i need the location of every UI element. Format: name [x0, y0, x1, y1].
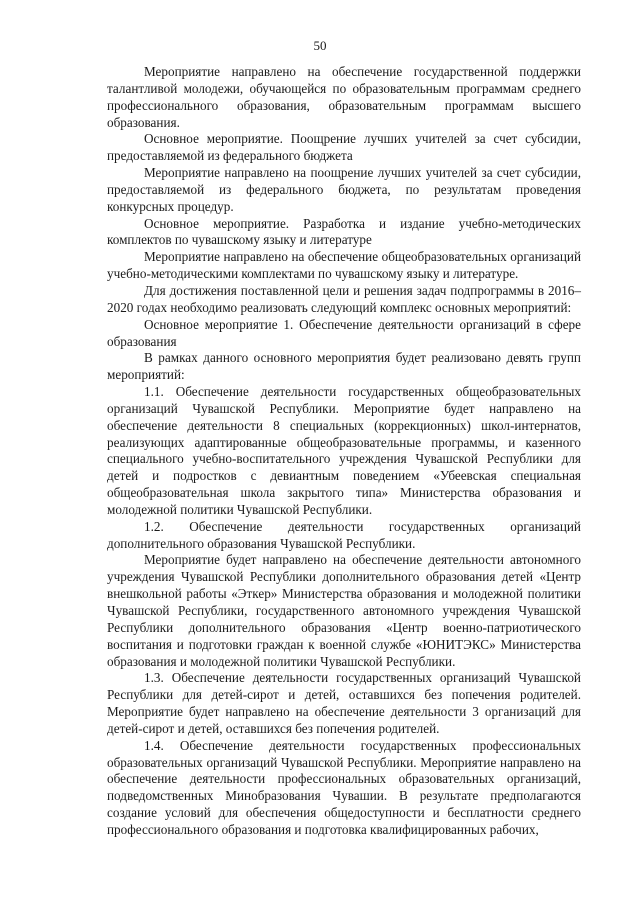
- paragraph: В рамках данного основного мероприятия будет реализовано девять групп мероприятий:: [107, 350, 581, 383]
- paragraph: Основное мероприятие 1. Обеспечение деятельности организаций в сфере образования: [107, 316, 581, 349]
- document-body: [107, 64, 581, 839]
- paragraph: 1.4. Обеспечение деятельности государственных профессиональных образовательных организаций Чувашской Республики. Мероприятие направлено на обеспечение деятельности профессиональных образовательных организаций, подведомственных Минобразования Чувашии. В результате предполагаются создание условий для обеспечения общедоступности и бесплатности среднего профессионального образования и подготовка квалифицированных рабочих,: [107, 737, 581, 837]
- paragraph: Мероприятие будет направлено на обеспечение деятельности автономного учреждения Чувашской Республики дополнительного образования детей «Центр внешкольной работы «Эткер» Министерства образования и молодежной политики Чувашской Республики, государственного автономного учреждения Чувашской Республики дополнительного образования «Центр военно-патриотического воспитания и подготовки граждан к военной службе «ЮНИТЭКС» Министерства образования и молодежной политики Чувашской Республики.: [107, 552, 581, 669]
- paragraph: Для достижения поставленной цели и решения задач подпрограммы в 2016–2020 годах необходимо реализовать следующий комплекс основных мероприятий:: [107, 282, 581, 315]
- paragraph: 1.2. Обеспечение деятельности государственных организаций дополнительного образования Чувашской Республики.: [107, 518, 581, 551]
- paragraph: Мероприятие направлено на поощрение лучших учителей за счет субсидии, предоставляемой из федерального бюджета, по результатам проведения конкурсных процедур.: [107, 165, 581, 214]
- paragraph: Мероприятие направлено на обеспечение общеобразовательных организаций учебно-методическими комплектами по чувашскому языку и литературе.: [107, 249, 581, 282]
- paragraph: Основное мероприятие. Разработка и издание учебно-методических комплектов по чувашскому языку и литературе: [107, 215, 581, 248]
- paragraph: Мероприятие направлено на обеспечение государственной поддержки талантливой молодежи, обучающейся по образовательным программам среднего профессионального образования, образовательным программам высшего образования.: [107, 64, 581, 130]
- paragraph: 1.1. Обеспечение деятельности государственных общеобразовательных организаций Чувашской Республики. Мероприятие будет направлено на обеспечение деятельности 8 специальных (коррекционных) школ-интернатов, реализующих адаптированные общеобразовательные программы, и казенного специального учебно-воспитательного учреждения Чувашской Республики для детей и подростков с девиантным поведением «Убеевская специальная общеобразовательная школа закрытого типа» Министерства образования и молодежной политики Чувашской Республики.: [107, 384, 581, 517]
- page-number: 50: [313, 38, 327, 53]
- paragraph: 1.3. Обеспечение деятельности государственных организаций Чувашской Республики для детей-сирот и детей, оставшихся без попечения родителей. Мероприятие будет направлено на обеспечение деятельности 3 организаций для детей-сирот и детей, оставшихся без попечения родителей.: [107, 670, 581, 736]
- paragraph: Основное мероприятие. Поощрение лучших учителей за счет субсидии, предоставляемой из федерального бюджета: [107, 131, 581, 164]
